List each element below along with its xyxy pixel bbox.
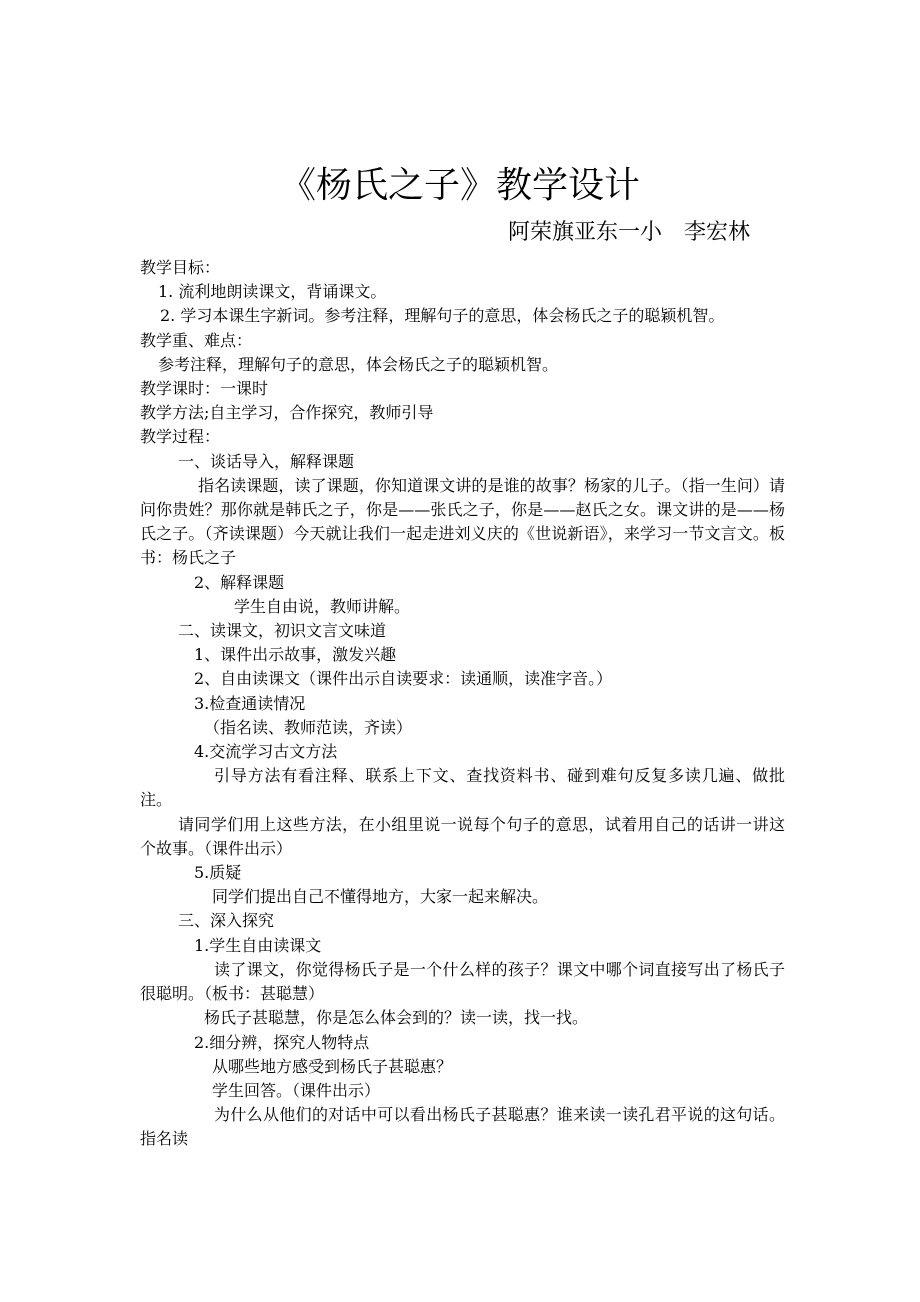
section-heading-key-points: 教学重、难点：	[140, 330, 253, 350]
substep-3-1: 1.学生自由读课文	[194, 935, 322, 955]
paragraph-group-work: 请同学们用上这些方法，在小组里说一说每个句子的意思，试着用自己的话讲一讲这个故事。（课件出示）	[140, 814, 785, 858]
substep-explain-title: 2、解释课题	[194, 572, 285, 592]
goal-item-1: 1. 流利地朗读课文，背诵课文。	[158, 282, 387, 302]
document-body	[140, 256, 785, 1152]
step-heading-3: 三、深入探究	[178, 911, 275, 931]
substep-2-3-text: （指名读、教师范读，齐读）	[204, 717, 413, 737]
substep-explain-text: 学生自由说，教师讲解。	[234, 596, 411, 616]
document-author: 阿荣旗亚东一小 李宏林	[508, 220, 751, 245]
paragraph-where: 从哪些地方感受到杨氏子甚聪惠？	[212, 1056, 453, 1076]
section-heading-goals: 教学目标：	[140, 258, 221, 277]
step-heading-1: 一、谈话导入，解释课题	[178, 451, 355, 471]
substep-2-4: 4.交流学习古文方法	[194, 742, 338, 762]
substep-2-5-text: 同学们提出自己不懂得地方，大家一起来解决。	[212, 887, 549, 907]
substep-2-1: 1、课件出示故事，激发兴趣	[194, 645, 397, 665]
paragraph-methods: 引导方法有看注释、联系上下文、查找资料书、碰到难句反复多读几遍、做批注。	[140, 766, 785, 810]
document-title: 《杨氏之子》教学设计	[279, 165, 640, 206]
paragraph-answer: 学生回答。（课件出示）	[212, 1080, 381, 1100]
key-points-text: 参考注释，理解句子的意思，体会杨氏之子的聪颖机智。	[158, 354, 559, 374]
substep-2-3: 3.检查通读情况	[194, 693, 306, 713]
section-heading-process: 教学过程：	[140, 427, 221, 447]
paragraph-intro: 指名读课题，读了课题，你知道课文讲的是谁的故事？杨家的儿子。（指一生问）请问你贵姓？那你就是韩氏之子，你是——张氏之子，你是——赵氏之女。课文讲的是——杨氏之子。（齐读课题）今天就让我们一起走进刘义庆的《世说新语》，来学习一节文言文。板书：杨氏之子	[140, 475, 785, 568]
teaching-method: 教学方法;自主学习，合作探究，教师引导	[140, 403, 434, 423]
substep-2-5: 5.质疑	[194, 863, 242, 883]
class-hours: 教学课时：一课时	[140, 379, 269, 399]
step-heading-2: 二、读课文，初识文言文味道	[178, 621, 387, 641]
goal-item-2: 2. 学习本课生字新词。参考注释，理解句子的意思，体会杨氏之子的聪颖机智。	[160, 306, 725, 326]
substep-3-2: 2.细分辨，探究人物特点	[194, 1032, 370, 1052]
paragraph-question: 读了课文，你觉得杨氏子是一个什么样的孩子？课文中哪个词直接写出了杨氏子很聪明。（板书：甚聪慧）	[140, 959, 785, 1004]
paragraph-find: 杨氏子甚聪慧，你是怎么体会到的？读一读，找一找。	[204, 1008, 589, 1028]
substep-2-2: 2、自由读课文（课件出示自读要求：读通顺，读准字音。）	[194, 669, 613, 689]
paragraph-why: 为什么从他们的对话中可以看出杨氏子甚聪惠？谁来读一读孔君平说的这句话。指名读	[140, 1105, 785, 1149]
